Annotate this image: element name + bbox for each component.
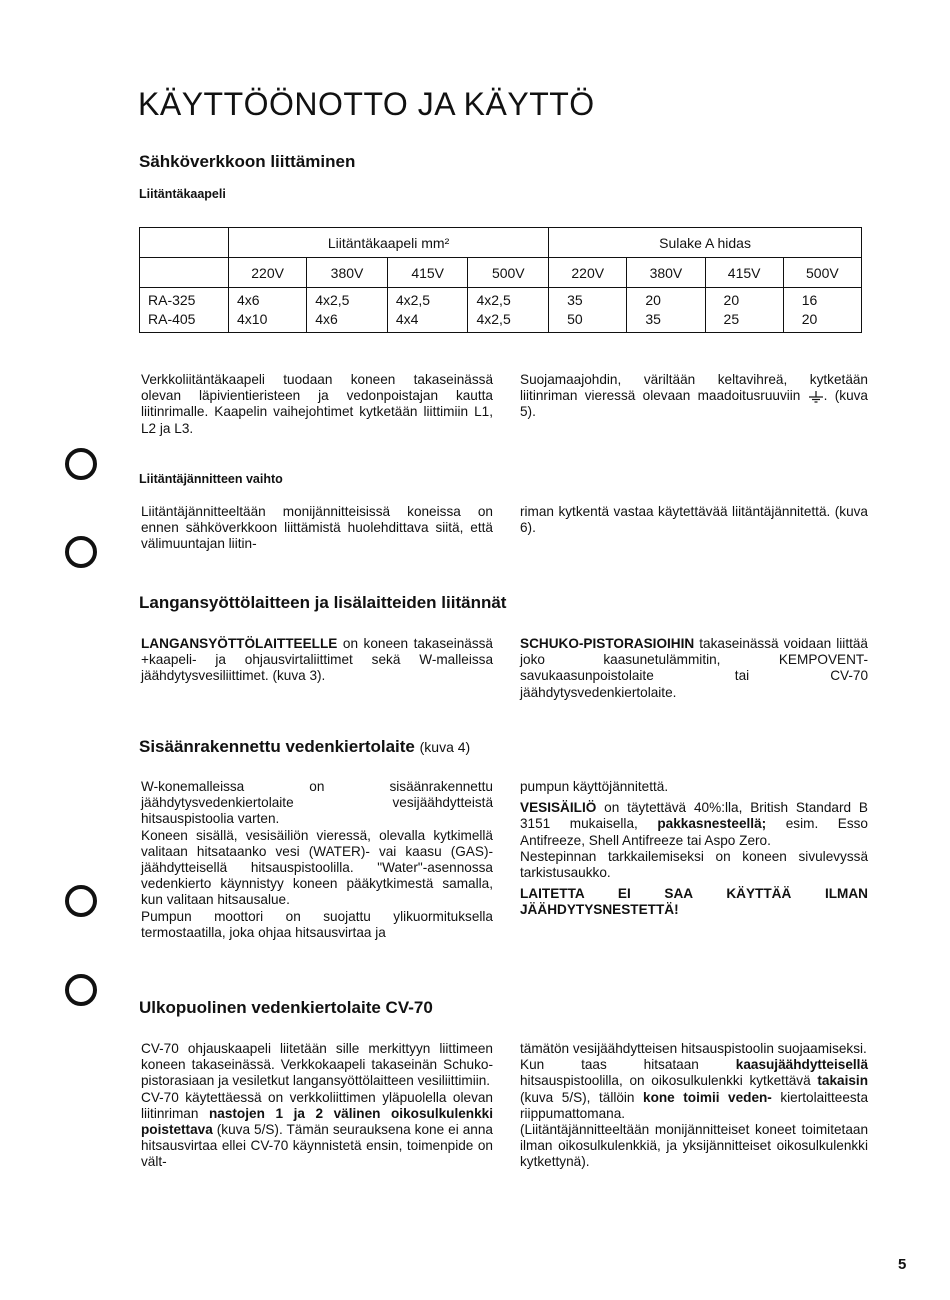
model-name: RA-405 [148,311,196,327]
text-run: Suojamaajohdin, väriltään keltavihreä, kytketään liitinriman vieressä olevaan maadoitusruuviin [520,372,868,404]
table-header-voltage: 380V [307,258,388,288]
table-header-voltage: 220V [229,258,307,288]
table-cell [783,288,861,333]
cell-value: 20 [723,292,740,308]
cell-value: 35 [645,311,661,327]
cell-value: 4x4 [395,311,419,327]
paragraph: riman kytkentä vastaa käytettävää liitäntäjännitettä. (kuva 6). [520,504,868,536]
text-run: takaisin [817,1073,868,1089]
cell-value: 4x2,5 [476,311,511,327]
page-title: KÄYTTÖÖNOTTO JA KÄYTTÖ [138,86,595,122]
table-cell [307,288,388,333]
binder-hole [65,536,97,568]
table-header-voltage: 500V [468,258,549,288]
text-run: pakkasnesteellä; [657,816,767,832]
text-run: (kuva 4) [419,739,471,755]
subheading-voltage-change: Liitäntäjännitteen vaihto [139,472,283,486]
subheading-cable: Liitäntäkaapeli [139,187,226,201]
text-run: kaasujäähdytteisellä [735,1057,868,1073]
table-corner [140,228,229,258]
table-cell [468,288,549,333]
text-run: Sisäänrakennettu vedenkiertolaite [139,737,415,756]
paragraph [520,800,868,849]
paragraph: Pumpun moottori on suojattu ylikuormituksella termostaatilla, joka ohjaa hitsausvirtaa ja [141,908,493,940]
table-cell [229,288,307,333]
connections-right-text [520,636,868,701]
paragraph [520,886,868,918]
table-header-voltage: 415V [705,258,783,288]
text-run: takaseinässä voidaan liittää joko kaasunetulämmitin, KEMPOVENT-savukaasunpoistolaite tai CV-70 jäähdytysvedenkiertolaite. [520,636,868,700]
table-header-voltage: 500V [783,258,861,288]
cell-value: 4x10 [237,311,268,327]
table-header-voltage: 220V [549,258,627,288]
text-run: LANGANSYÖTTÖLAITTEELLE [141,636,338,651]
paragraph [520,372,868,421]
text-run: (kuva 5/S), tällöin [520,1089,644,1105]
voltage-left-text [141,504,493,553]
text-run: on täytettävä 40%:lla, British Standard B 3151 mukaisella, [520,800,868,832]
binder-hole [65,885,97,917]
text-run: Kun taas hitsataan [520,1057,736,1073]
section-heading-builtin-cooler [139,737,470,757]
mains-right-text [520,372,868,421]
text-run: SCHUKO-PISTORASIOIHIN [520,636,695,651]
cell-value: 4x2,5 [395,292,431,308]
cell-value: 4x6 [237,292,260,308]
table-cell [387,288,468,333]
paragraph: Liitäntäjännitteeltään monijännitteisissä koneissa on ennen sähköverkkoon liittämistä huolehdittava siitä, että välimuuntajan liitin- [141,504,493,552]
external-left-text [141,1041,493,1171]
cell-value: 20 [645,292,661,308]
section-heading-connections: Langansyöttölaitteen ja lisälaitteiden liitännät [139,593,507,612]
table-header-voltage: 415V [387,258,468,288]
text-run: CV-70 käytettäessä on verkkoliittimen yläpuolella olevan liitinriman [141,1089,493,1121]
table-cell [627,288,705,333]
cable-table [139,227,862,333]
cell-value: 25 [723,311,740,327]
text-run: VESISÄILIÖ [520,800,597,816]
paragraph: Nestepinnan tarkkailemiseksi on koneen sivulevyssä tarkistusaukko. [520,848,868,881]
table-group-cable: Liitäntäkaapeli mm² [229,228,549,258]
paragraph: CV-70 ohjauskaapeli liitetään sille merkittyyn liittimeen koneen takaseinässä. Verkkokaapeli takaseinän Schuko-pistorasiaan ja vesiletkut langansyöttölaitteen vesiliittimiin. [141,1041,493,1089]
text-run: nastojen 1 ja 2 välinen oikosulkulenkki poistettava [141,1105,493,1138]
cell-value: 35 [567,292,583,308]
ground-symbol-icon [808,391,824,403]
paragraph: tämätön vesijäähdytteisen hitsauspistoolin suojaamiseksi. [520,1041,867,1056]
text-run: hitsauspistoolilla, on oikosulkulenkki kytkettävä [520,1073,818,1089]
table-header-voltage: 380V [627,258,705,288]
paragraph [141,1090,493,1171]
paragraph: Verkkoliitäntäkaapeli tuodaan koneen takaseinässä olevan läpivientieristeen ja vedonpoistajan kautta liitinrimalle. Kaapelin vaihejohtimet kytketään liittimiin L1, L2 ja L3. [141,372,493,436]
model-name: RA-325 [148,292,196,308]
text-run: on koneen takaseinässä +kaapeli- ja ohjausvirtaliittimet sekä W-malleissa jäähdytysvesiliittimet. (kuva 3). [141,636,493,684]
paragraph: (Liitäntäjännitteeltään monijännitteiset koneet toimitetaan ilman oikosulkulenkkiä, ja yksijännitteiset oikosulkulenkki kytkettynä). [520,1122,868,1170]
section-heading-mains: Sähköverkkoon liittäminen [139,152,356,171]
cell-value: 16 [801,292,818,308]
cell-value: 4x2,5 [315,292,350,308]
text-run: esim. Esso Antifreeze, Shell Antifreeze tai Aspo Zero. [520,816,868,848]
table-group-fuse: Sulake A hidas [549,228,862,258]
text-run: kone toimii veden- [643,1089,772,1105]
table-corner [140,258,229,288]
paragraph: W-konemalleissa on sisäänrakennettu jäähdytysvedenkiertolaite vesijäähdytteistä hitsauspistoolia varten. [141,779,493,827]
cell-value: 4x2,5 [476,292,511,308]
paragraph [520,636,868,701]
external-right-text [520,1041,868,1171]
table-cell [549,288,627,333]
connections-left-text [141,636,493,685]
binder-hole [65,448,97,480]
table-models [140,288,229,333]
paragraph [141,636,493,685]
section-heading-external-cooler: Ulkopuolinen vedenkiertolaite CV-70 [139,998,433,1017]
builtin-right-text [520,779,868,919]
page-number: 5 [898,1256,907,1273]
text-run: (kuva 5/S). Tämän seurauksena kone ei anna hitsausvirtaa ellei CV-70 käynnistetä ensin, toimenpide on vält- [141,1122,493,1170]
text-run: . (kuva 5). [520,388,868,420]
binder-hole [65,974,97,1006]
paragraph: pumpun käyttöjännitettä. [520,779,669,794]
text-run: kiertolaitteesta riippumattomana. [520,1089,869,1121]
warning-text: LAITETTA EI SAA KÄYTTÄÄ ILMAN JÄÄHDYTYSNESTETTÄ! [520,886,868,918]
cell-value: 50 [567,311,583,327]
voltage-right-text [520,504,868,536]
paragraph: Koneen sisällä, vesisäiliön vieressä, olevalla kytkimellä valitaan hitsataanko vesi (WATER)- vai kaasu (GAS)- jäähdytteisellä hitsauspistoolilla. "Water"-asennossa vedenkierto käynnistyy koneen pääkytkimestä samalla, kun valitaan hitsausalue. [141,827,493,908]
mains-left-text [141,372,493,437]
table-cell [705,288,783,333]
builtin-left-text [141,779,493,941]
paragraph [520,1057,868,1122]
cell-value: 4x6 [315,311,338,327]
cell-value: 20 [801,311,818,327]
